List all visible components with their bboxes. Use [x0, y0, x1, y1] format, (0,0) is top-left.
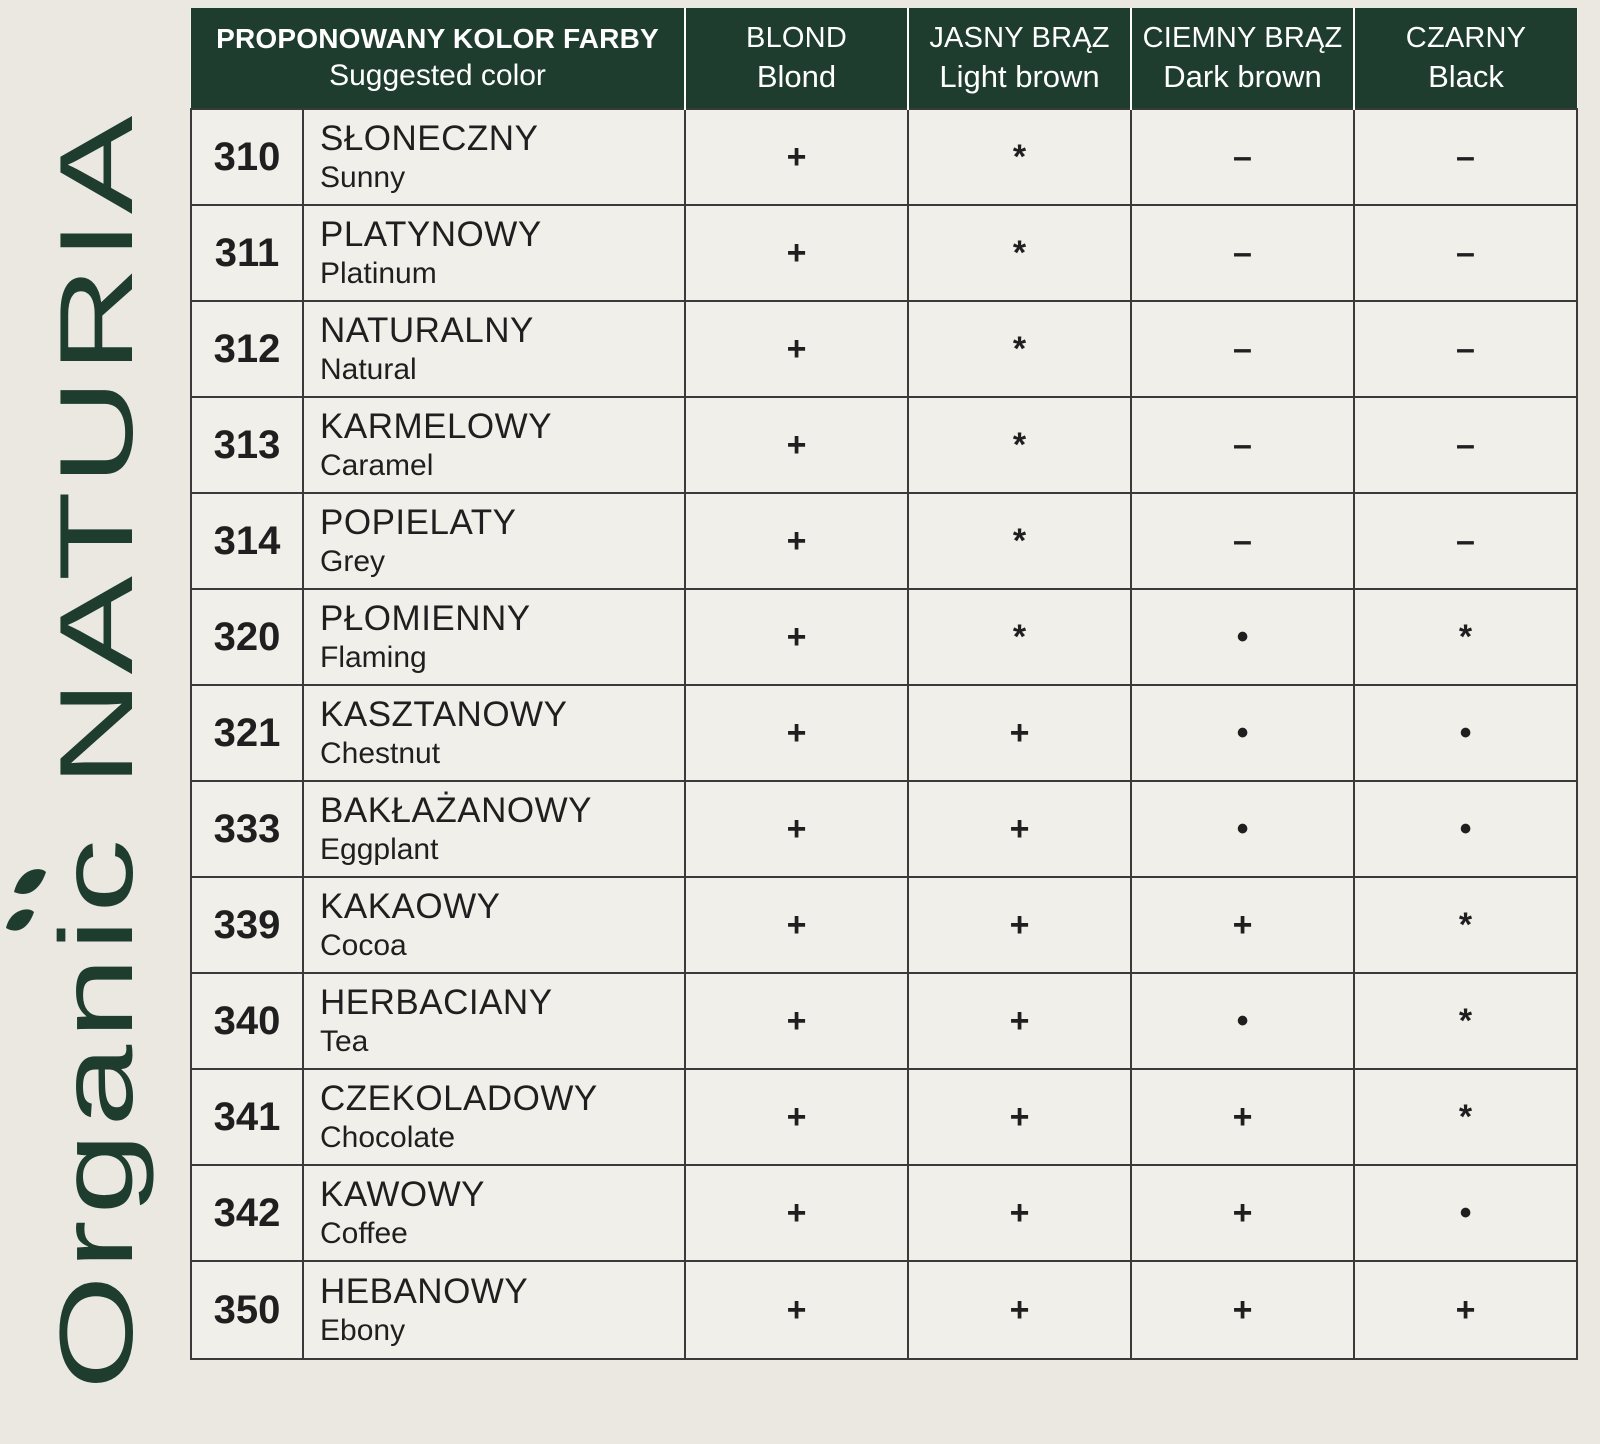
mark-black: * [1354, 973, 1577, 1069]
mark-black: + [1354, 1261, 1577, 1359]
header-light-brown-en: Light brown [939, 58, 1100, 94]
mark-blond: + [685, 781, 908, 877]
shade-code: 342 [191, 1165, 303, 1261]
table-row [191, 1069, 1577, 1165]
mark-dark-brown: – [1131, 205, 1354, 301]
shade-name-pl: PLATYNOWY [320, 215, 542, 254]
shade-name-pl: NATURALNY [320, 311, 534, 350]
shade-name [303, 685, 685, 781]
shade-name [303, 301, 685, 397]
header-blond-pl: BLOND [746, 21, 847, 54]
shade-code: 310 [191, 109, 303, 205]
mark-black: * [1354, 589, 1577, 685]
mark-black: * [1354, 1069, 1577, 1165]
table-row [191, 1261, 1577, 1359]
mark-black: • [1354, 685, 1577, 781]
shade-name [303, 109, 685, 205]
shade-name-en: Eggplant [320, 833, 439, 866]
shade-code: 313 [191, 397, 303, 493]
shade-name-en: Coffee [320, 1217, 408, 1250]
mark-light-brown: * [908, 205, 1131, 301]
header-suggested-color-en: Suggested color [329, 59, 546, 92]
header-suggested-color-pl: PROPONOWANY KOLOR FARBY [216, 23, 659, 54]
table-row [191, 589, 1577, 685]
table-row [191, 493, 1577, 589]
shade-name [303, 1261, 685, 1359]
shade-name-pl: KASZTANOWY [320, 695, 568, 734]
shade-code: 333 [191, 781, 303, 877]
shade-name [303, 493, 685, 589]
header-black-pl: CZARNY [1405, 21, 1527, 54]
mark-black: – [1354, 493, 1577, 589]
shade-name [303, 1165, 685, 1261]
mark-light-brown: + [908, 781, 1131, 877]
shade-code: 339 [191, 877, 303, 973]
shade-name-en: Natural [320, 353, 417, 386]
shade-code: 341 [191, 1069, 303, 1165]
header-black-en: Black [1428, 58, 1504, 94]
shade-name-en: Tea [320, 1025, 369, 1058]
mark-dark-brown: + [1131, 1261, 1354, 1359]
shade-code: 314 [191, 493, 303, 589]
header-black [1354, 8, 1577, 109]
mark-blond: + [685, 973, 908, 1069]
mark-light-brown: + [908, 1069, 1131, 1165]
shade-code: 311 [191, 205, 303, 301]
mark-black: • [1354, 1165, 1577, 1261]
mark-dark-brown: + [1131, 877, 1354, 973]
mark-light-brown: * [908, 493, 1131, 589]
shade-code: 321 [191, 685, 303, 781]
shade-name-pl: POPIELATY [320, 503, 517, 542]
table-row [191, 781, 1577, 877]
mark-blond: + [685, 877, 908, 973]
shade-name-pl: BAKŁAŻANOWY [320, 791, 592, 830]
color-suggestion-table [190, 8, 1578, 1360]
mark-light-brown: * [908, 301, 1131, 397]
mark-light-brown: * [908, 589, 1131, 685]
mark-blond: + [685, 685, 908, 781]
shade-name-en: Grey [320, 545, 386, 578]
shade-name-pl: PŁOMIENNY [320, 599, 531, 638]
shade-name [303, 781, 685, 877]
shade-code: 340 [191, 973, 303, 1069]
mark-blond: + [685, 589, 908, 685]
mark-light-brown: + [908, 877, 1131, 973]
mark-dark-brown: • [1131, 685, 1354, 781]
header-light-brown-pl: JASNY BRĄZ [929, 21, 1110, 54]
mark-light-brown: + [908, 1165, 1131, 1261]
mark-blond: + [685, 205, 908, 301]
mark-black: • [1354, 781, 1577, 877]
table-row [191, 973, 1577, 1069]
header-blond-en: Blond [756, 58, 837, 94]
shade-name-pl: HERBACIANY [320, 983, 553, 1022]
mark-black: – [1354, 109, 1577, 205]
header-dark-brown-pl: CIEMNY BRĄZ [1142, 21, 1343, 54]
header-suggested-color [191, 8, 685, 109]
shade-name-en: Ebony [320, 1314, 406, 1347]
brand-logo [0, 60, 190, 1390]
mark-dark-brown: – [1131, 397, 1354, 493]
header-light-brown [908, 8, 1131, 109]
mark-dark-brown: + [1131, 1165, 1354, 1261]
table-row [191, 877, 1577, 973]
mark-black: – [1354, 301, 1577, 397]
header-dark-brown [1131, 8, 1354, 109]
brand-logo-text: Organic NATURIA [39, 488, 155, 1390]
shade-name-en: Chestnut [320, 737, 441, 770]
shade-name [303, 1069, 685, 1165]
shade-code: 350 [191, 1261, 303, 1359]
shade-name-en: Platinum [320, 257, 437, 290]
table-row [191, 205, 1577, 301]
mark-blond: + [685, 109, 908, 205]
mark-black: – [1354, 205, 1577, 301]
shade-name [303, 397, 685, 493]
table-row [191, 685, 1577, 781]
shade-name [303, 877, 685, 973]
table-row [191, 109, 1577, 205]
mark-dark-brown: + [1131, 1069, 1354, 1165]
shade-name-en: Caramel [320, 449, 434, 482]
shade-name-pl: KAKAOWY [320, 887, 501, 926]
mark-dark-brown: – [1131, 109, 1354, 205]
table-row [191, 301, 1577, 397]
shade-code: 312 [191, 301, 303, 397]
shade-name [303, 589, 685, 685]
mark-blond: + [685, 397, 908, 493]
mark-dark-brown: • [1131, 589, 1354, 685]
mark-blond: + [685, 301, 908, 397]
shade-name [303, 205, 685, 301]
shade-name-en: Sunny [320, 161, 406, 194]
shade-name-pl: HEBANOWY [320, 1272, 529, 1311]
mark-blond: + [685, 1165, 908, 1261]
mark-black: – [1354, 397, 1577, 493]
table-row [191, 397, 1577, 493]
mark-dark-brown: – [1131, 301, 1354, 397]
shade-name-en: Cocoa [320, 929, 407, 962]
mark-blond: + [685, 493, 908, 589]
shade-name-en: Flaming [320, 641, 427, 674]
shade-name-pl: KAWOWY [320, 1175, 486, 1214]
mark-blond: + [685, 1261, 908, 1359]
mark-black: * [1354, 877, 1577, 973]
mark-light-brown: + [908, 1261, 1131, 1359]
mark-blond: + [685, 1069, 908, 1165]
table-header-row [191, 8, 1577, 109]
mark-light-brown: + [908, 685, 1131, 781]
table-row [191, 1165, 1577, 1261]
shade-name-pl: CZEKOLADOWY [320, 1079, 598, 1118]
shade-code: 320 [191, 589, 303, 685]
header-dark-brown-en: Dark brown [1163, 58, 1322, 94]
header-blond [685, 8, 908, 109]
mark-light-brown: + [908, 973, 1131, 1069]
mark-dark-brown: – [1131, 493, 1354, 589]
shade-name [303, 973, 685, 1069]
shade-name-en: Chocolate [320, 1121, 456, 1154]
mark-light-brown: * [908, 397, 1131, 493]
mark-light-brown: * [908, 109, 1131, 205]
mark-dark-brown: • [1131, 973, 1354, 1069]
shade-name-pl: KARMELOWY [320, 407, 553, 446]
mark-dark-brown: • [1131, 781, 1354, 877]
shade-name-pl: SŁONECZNY [320, 119, 539, 158]
